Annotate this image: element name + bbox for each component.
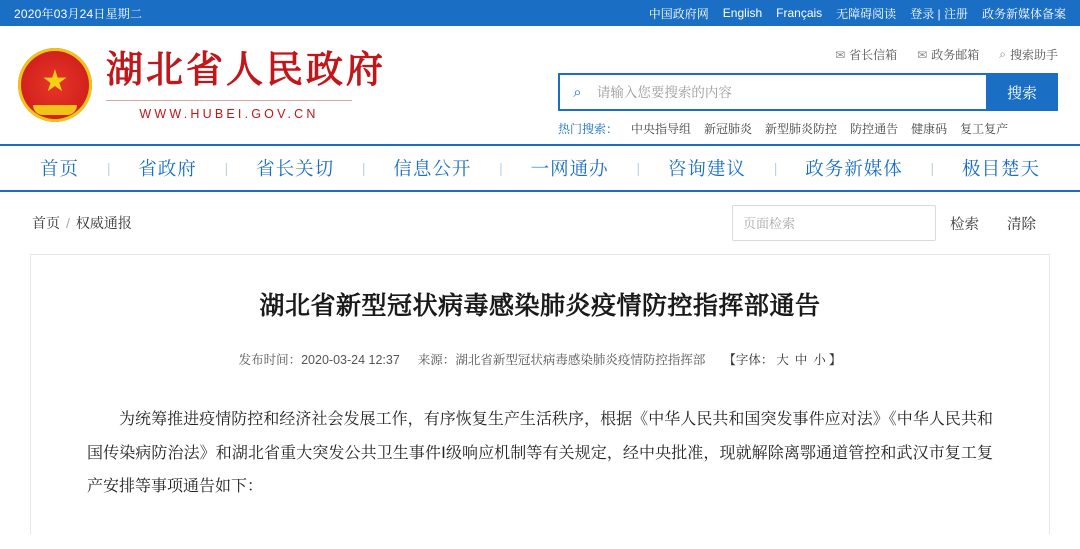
article-paragraph: 为统筹推进疫情防控和经济社会发展工作，有序恢复生产生活秩序，根据《中华人民共和国突发事件应对法》《中华人民共和国传染病防治法》和湖北省重大突发公共卫生事件I级响应机制等有关规定，经中央批准，现就解除离鄂通道管控和武汉市复工复产安排等事项通告如下：	[87, 409, 993, 496]
site-url: WWW.HUBEI.GOV.CN	[106, 100, 352, 121]
quicklink-gov-email[interactable]	[917, 46, 979, 63]
font-size-medium[interactable]: 中	[794, 353, 808, 367]
article-title: 湖北省新型冠状病毒感染肺炎疫情防控指挥部通告	[259, 292, 821, 320]
nav-item-governor-concern[interactable]: 省长关切	[256, 158, 335, 179]
nav-item-information-disclosure[interactable]: 信息公开	[393, 158, 472, 179]
top-utility-bar	[0, 0, 1080, 26]
breadcrumb-home[interactable]: 首页	[32, 215, 60, 231]
envelope-icon: ✉	[917, 47, 928, 62]
site-brand[interactable]	[18, 48, 386, 122]
nav-separator: |	[106, 160, 111, 176]
hot-search-item[interactable]: 健康码	[911, 122, 948, 136]
font-size-end: 】	[828, 353, 842, 367]
top-link-francais[interactable]: Français	[776, 6, 823, 20]
hot-search-item[interactable]: 新型肺炎防控	[765, 122, 838, 136]
nav-separator: |	[773, 160, 778, 176]
top-links	[649, 5, 1066, 22]
gear-shape	[33, 105, 77, 115]
top-link-accessibility[interactable]: 无障碍阅读	[836, 6, 897, 21]
quicklink-label: 政务邮箱	[931, 48, 980, 62]
header-right-panel	[558, 46, 1058, 137]
quicklink-governor-mailbox[interactable]	[835, 46, 897, 63]
current-date: 2020年03月24日星期二	[14, 6, 143, 21]
hot-search-item[interactable]: 新冠肺炎	[704, 122, 753, 136]
page-find-input[interactable]	[732, 205, 936, 241]
hot-search-item[interactable]: 中央指导组	[631, 122, 692, 136]
hot-search-item[interactable]: 复工复产	[960, 122, 1009, 136]
quicklink-label: 搜索助手	[1009, 48, 1058, 62]
publish-time: 发布时间：2020-03-24 12:37	[238, 353, 400, 367]
search-help-icon: ⌕	[999, 47, 1006, 61]
top-link-gov[interactable]: 中国政府网	[648, 6, 709, 21]
article-source: 来源：湖北省新型冠状病毒感染肺炎疫情防控指挥部	[417, 353, 706, 367]
nav-separator: |	[499, 160, 503, 176]
search-button[interactable]: 搜索	[986, 73, 1058, 111]
page-find-clear-button[interactable]: 清除	[993, 213, 1050, 234]
font-size-small[interactable]: 小	[813, 353, 826, 367]
breadcrumb-current: 权威通报	[75, 215, 132, 231]
mailbox-icon: ✉	[835, 47, 846, 62]
article-card	[30, 254, 1050, 534]
site-title: 湖北省人民政府	[106, 48, 386, 92]
nav-item-home[interactable]: 首页	[40, 158, 80, 179]
breadcrumb	[32, 213, 132, 233]
hot-search-item[interactable]: 防控通告	[850, 122, 899, 136]
hot-search-label: 热门搜索：	[558, 122, 619, 136]
nav-separator: |	[224, 160, 229, 176]
main-navigation	[0, 144, 1080, 192]
nav-item-jimu-chutian[interactable]: 极目楚天	[961, 158, 1040, 179]
star-icon: ★	[41, 65, 69, 99]
quick-links	[558, 46, 1058, 63]
font-size-controls	[723, 350, 841, 368]
quicklink-label: 省长信箱	[849, 48, 898, 62]
nav-separator: |	[361, 160, 366, 176]
nav-separator: |	[636, 160, 641, 176]
nav-item-one-net[interactable]: 一网通办	[530, 158, 609, 179]
site-header	[0, 26, 1080, 144]
font-size-large[interactable]: 大	[776, 353, 789, 367]
hot-search-row	[558, 120, 1058, 137]
nav-item-provincial-government[interactable]: 省政府	[138, 158, 197, 179]
breadcrumb-row	[0, 192, 1080, 254]
search-box[interactable]	[558, 73, 986, 111]
site-search-row	[558, 73, 1058, 111]
search-icon: ⌕	[573, 83, 582, 101]
top-link-newmedia-record[interactable]: 政务新媒体备案	[981, 6, 1066, 21]
nav-separator: |	[930, 160, 935, 176]
top-link-english[interactable]: English	[722, 6, 763, 20]
breadcrumb-separator: /	[66, 215, 70, 231]
article-meta	[87, 350, 993, 368]
font-size-label: 【字体：	[723, 353, 774, 367]
nav-item-new-media[interactable]: 政务新媒体	[805, 158, 903, 179]
nav-item-advice[interactable]: 咨询建议	[667, 158, 746, 179]
search-input[interactable]	[595, 75, 986, 109]
national-emblem-icon	[18, 48, 92, 122]
page-find	[732, 205, 1050, 241]
page-find-search-button[interactable]: 检索	[936, 213, 993, 234]
top-link-login-register[interactable]: 登录 | 注册	[910, 6, 968, 21]
quicklink-search-help[interactable]	[999, 46, 1058, 63]
